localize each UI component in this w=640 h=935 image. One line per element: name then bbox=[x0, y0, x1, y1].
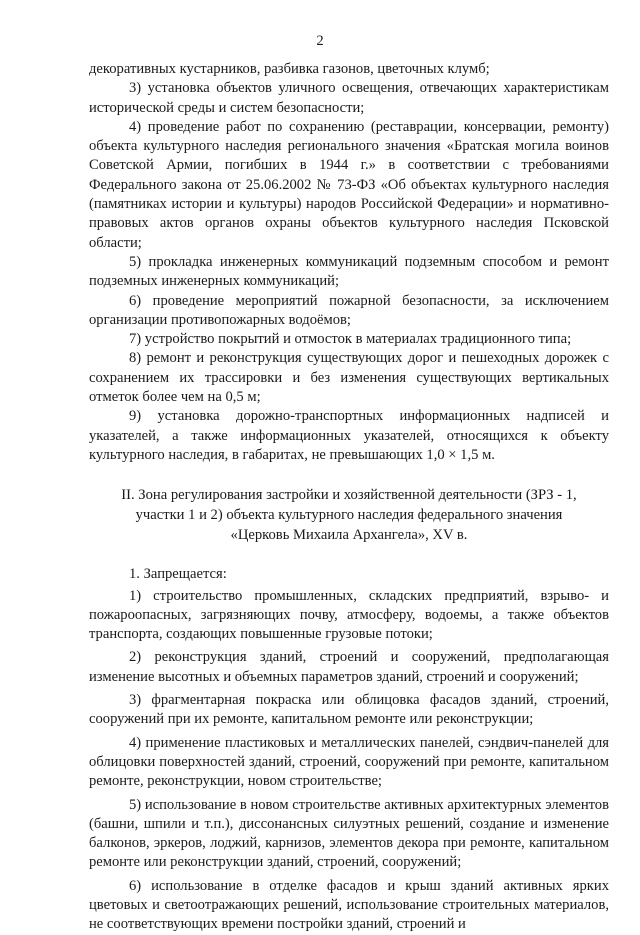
paragraph-continuation: декоративных кустарников, разбивка газонов, цветочных клумб; bbox=[89, 61, 490, 77]
section-heading bbox=[89, 485, 609, 545]
prohibited-item-6: 6) использование в отделке фасадов и крыш зданий активных ярких цветовых и светоотражающих решений, использование строительных материалов, не соответствующих времени постройки зданий, строений и bbox=[89, 877, 609, 933]
paragraph-item-8: 8) ремонт и реконструкция существующих дорог и пешеходных дорожек с сохранением их трассировки и без изменения существующих вертикальных отметок более чем на 0,5 м; bbox=[89, 350, 609, 406]
section-heading-line-2: участки 1 и 2) объекта культурного наследия федерального значения bbox=[135, 507, 563, 524]
prohibited-item-2: 2) реконструкция зданий, строений и сооружений, предполагающая изменение высотных и объемных параметров зданий, строений и сооружений; bbox=[89, 649, 609, 685]
prohibited-item-1: 1) строительство промышленных, складских предприятий, взрыво- и пожароопасных, загрязняющих почву, атмосферу, водоемы, а также объектов транспорта, создающих повышенные грузовые потоки; bbox=[89, 587, 609, 643]
subheading-prohibited: 1. Запрещается: bbox=[129, 566, 227, 583]
paragraph-item-9: 9) установка дорожно-транспортных информационных надписей и указателей, а также информационных указателей, относящихся к объекту культурного наследия, в габаритах, не превышающих 1,0 × 1,5 м. bbox=[89, 408, 609, 463]
paragraph-item-7: 7) устройство покрытий и отмосток в материалах традиционного типа; bbox=[129, 331, 572, 348]
section-heading-line-3: «Церковь Михаила Архангела», XV в. bbox=[230, 527, 468, 544]
document-body bbox=[89, 60, 609, 935]
prohibited-item-5: 5) использование в новом строительстве активных архитектурных элементов (башни, шпили и т.п.), диссонансных силуэтных решений, создание и изменение балконов, эркеров, лоджий, карнизов, элементов декора при ремонте, капитальном ремонте или реконструкции зданий, строений, сооружений; bbox=[89, 796, 609, 871]
paragraph-item-4: 4) проведение работ по сохранению (реставрации, консервации, ремонту) объекта культурного наследия регионального значения «Братская могила воинов Советской Армии, погибших в 1944 г.» в соответствии с требованиями Федерального закона от 25.06.2002 № 73-ФЗ «Об объектах культурного наследия (памятниках истории и культуры) народов Российской Федерации» и нормативно-правовых актов органов охраны объектов культурного наследия Псковской области; bbox=[89, 118, 609, 251]
page-number: 2 bbox=[316, 33, 324, 49]
prohibited-item-4: 4) применение пластиковых и металлических панелей, сэндвич-панелей для облицовки поверхностей зданий, строений, сооружений при ремонте, капитальном ремонте, реконструкции, новом строительстве; bbox=[89, 734, 609, 790]
paragraph-item-5: 5) прокладка инженерных коммуникаций подземным способом и ремонт подземных инженерных коммуникаций; bbox=[89, 253, 609, 290]
paragraph-item-6: 6) проведение мероприятий пожарной безопасности, за исключением организации противопожарных водоёмов; bbox=[89, 292, 609, 328]
paragraph-item-3: 3) установка объектов уличного освещения, отвечающих характеристикам исторической среды и систем безопасности; bbox=[89, 80, 609, 116]
section-heading-line-1: II. Зона регулирования застройки и хозяйственной деятельности (ЗРЗ - 1, bbox=[121, 487, 577, 504]
prohibited-item-3: 3) фрагментарная покраска или облицовка фасадов зданий, строений, сооружений при их ремонте, капитальном ремонте или реконструкции; bbox=[89, 692, 609, 728]
